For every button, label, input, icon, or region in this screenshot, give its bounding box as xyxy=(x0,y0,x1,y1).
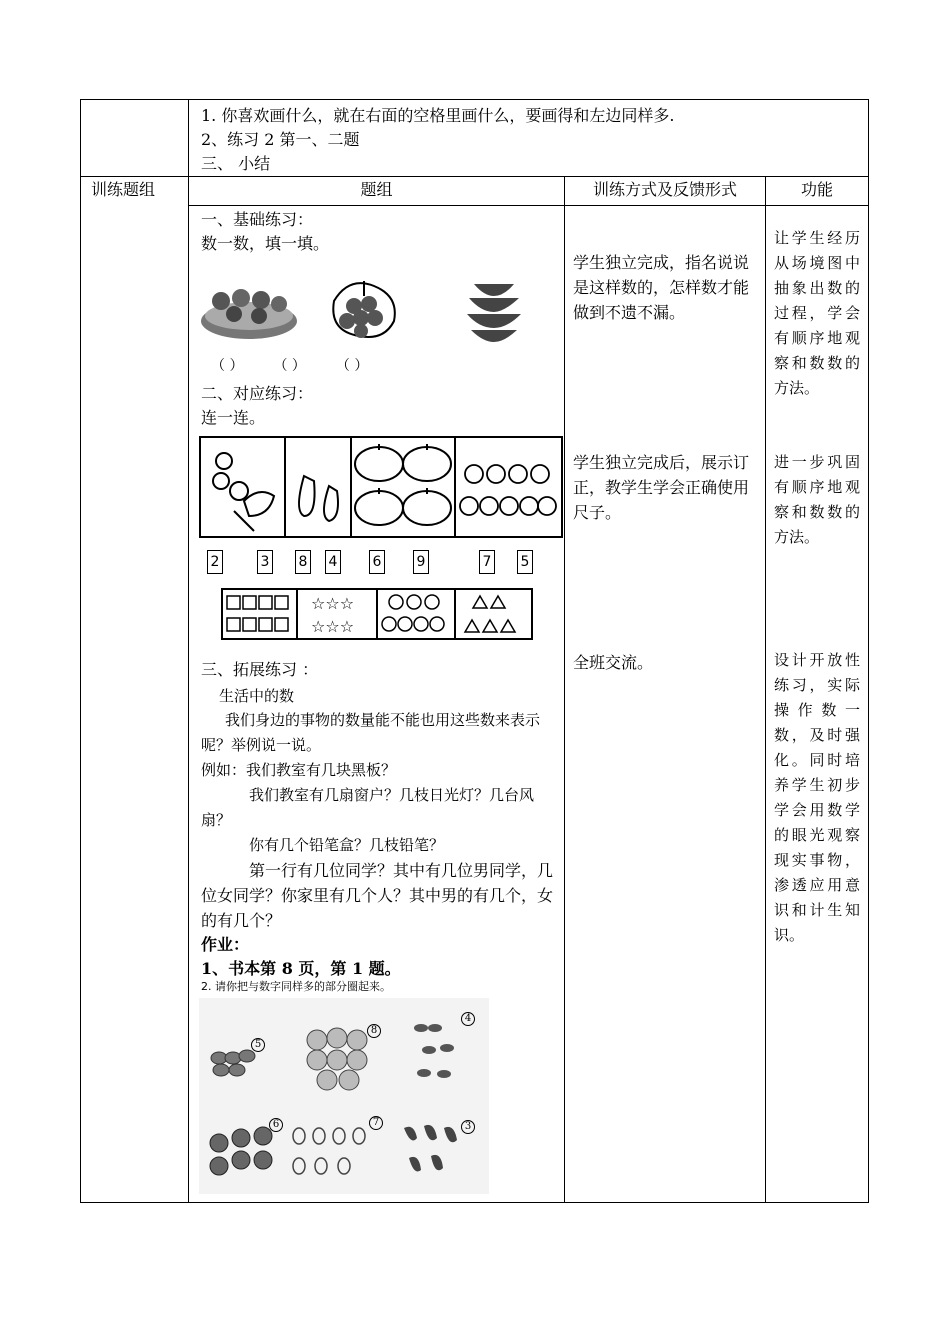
section3-heading: 生活中的数 xyxy=(219,687,295,705)
function-1: 让学生经历从场境图中抽象出数的过程，学会有顺序地观察和数数的方法。 xyxy=(774,229,860,397)
cups-image xyxy=(211,1050,255,1076)
empty-cell xyxy=(81,100,189,177)
homework-item: 1、书本第 8 页，第 1 题。 xyxy=(201,959,401,978)
summary-cell xyxy=(189,100,869,177)
circled-number: 6 xyxy=(269,1118,283,1132)
summary-line-2: 2、练习 2 第一、二题 xyxy=(201,130,360,149)
frogs-image xyxy=(201,289,297,339)
section2-subtitle: 连一连。 xyxy=(201,408,266,427)
rabbits-image xyxy=(293,1128,365,1174)
eggplants-image xyxy=(299,476,338,521)
counting-pictures xyxy=(199,276,559,346)
blank-3[interactable]: （ ） xyxy=(335,358,369,374)
shapes-grid xyxy=(221,588,533,640)
seedlings-image xyxy=(414,1024,454,1078)
blank-2[interactable]: （ ） xyxy=(273,358,306,374)
section3-title: 三、拓展练习 ： xyxy=(201,660,319,679)
section1-subtitle: 数一数，填一填。 xyxy=(201,234,330,253)
circled-number: 5 xyxy=(251,1038,265,1052)
section2-title: 二、对应练习： xyxy=(201,384,314,403)
matching-pictures xyxy=(199,436,564,540)
number-card[interactable]: 3 xyxy=(257,550,273,574)
header-row xyxy=(81,177,869,206)
method-3: 全班交流。 xyxy=(573,653,654,672)
watermelon-image xyxy=(467,284,521,342)
homework-image xyxy=(199,998,489,1194)
number-card[interactable]: 9 xyxy=(413,550,429,574)
number-card[interactable]: 6 xyxy=(369,550,385,574)
summary-row xyxy=(81,100,869,177)
number-card[interactable]: 8 xyxy=(295,550,311,574)
circled-number: 8 xyxy=(367,1024,381,1038)
method-2: 学生独立完成后，展示订正，教学生学会正确使用尺子。 xyxy=(573,453,750,522)
count-blanks xyxy=(211,354,551,378)
homework-title: 作业： xyxy=(201,935,250,954)
header-method: 训练方式及反馈形式 xyxy=(565,177,766,206)
section3-paragraph-2: 例如：我们教室有几块黑板？ xyxy=(201,761,397,779)
peppers-image xyxy=(404,1125,457,1172)
number-card[interactable]: 7 xyxy=(479,550,495,574)
circled-number: 7 xyxy=(369,1116,383,1130)
circles-group xyxy=(382,595,444,631)
pumpkins-image xyxy=(355,444,451,525)
circled-number: 4 xyxy=(461,1012,475,1026)
number-card[interactable]: 2 xyxy=(207,550,223,574)
header-training-group: 训练题组 xyxy=(81,177,189,1203)
section3-paragraph-5: 第一行有几位同学？其中有几位男同学，几位女同学？你家里有几个人？其中男的有几个，女的有几个？ xyxy=(201,861,554,930)
content-row xyxy=(81,206,869,1203)
circled-number: 3 xyxy=(461,1120,475,1134)
lesson-table xyxy=(80,99,869,1203)
section1-title: 一、基础练习： xyxy=(201,210,314,229)
number-card[interactable]: 4 xyxy=(325,550,341,574)
header-question-group: 题组 xyxy=(189,177,565,206)
apples-image xyxy=(460,465,556,515)
svg-text:☆☆☆: ☆☆☆ xyxy=(311,617,355,636)
triangles-group xyxy=(465,596,515,632)
grapes-image xyxy=(333,281,395,338)
vegetables-image xyxy=(213,453,274,531)
section3-paragraph-3: 我们教室有几扇窗户？几枝日光灯？几台风扇？ xyxy=(201,786,535,829)
section3-paragraph-1: 我们身边的事物的数量能不能也用这些数来表示呢？举例说一说。 xyxy=(201,711,541,754)
tomatoes-image xyxy=(210,1127,272,1175)
summary-line-1: 1. 你喜欢画什么，就在右面的空格里画什么，要画得和左边同样多. xyxy=(201,106,675,125)
function-2: 进一步巩固有顺序地观察和数数的方法。 xyxy=(774,453,860,546)
homework-caption: 2. 请你把与数字同样多的部分圈起来。 xyxy=(201,980,391,993)
apples-group-image xyxy=(307,1028,367,1090)
method-1: 学生独立完成，指名说说是这样数的，怎样数才能做到不遗不漏。 xyxy=(573,253,750,322)
method-cell xyxy=(565,206,766,1203)
blank-1[interactable]: （ ） xyxy=(211,358,244,374)
header-function: 功能 xyxy=(766,177,869,206)
svg-text:☆☆☆: ☆☆☆ xyxy=(311,594,355,613)
number-cards xyxy=(207,550,547,580)
question-cell xyxy=(189,206,565,1203)
squares-group xyxy=(227,596,288,631)
stars-group xyxy=(311,594,354,636)
function-cell xyxy=(766,206,869,1203)
number-card[interactable]: 5 xyxy=(517,550,533,574)
section3-paragraph-4: 你有几个铅笔盒？几枝铅笔？ xyxy=(249,836,445,854)
summary-line-3: 三、 小结 xyxy=(201,154,271,173)
function-3: 设计开放性练习，实际操作数一数，及时强化。同时培养学生初步学会用数学的眼光观察现实事物，渗透应用意识和计生知识。 xyxy=(774,651,860,944)
